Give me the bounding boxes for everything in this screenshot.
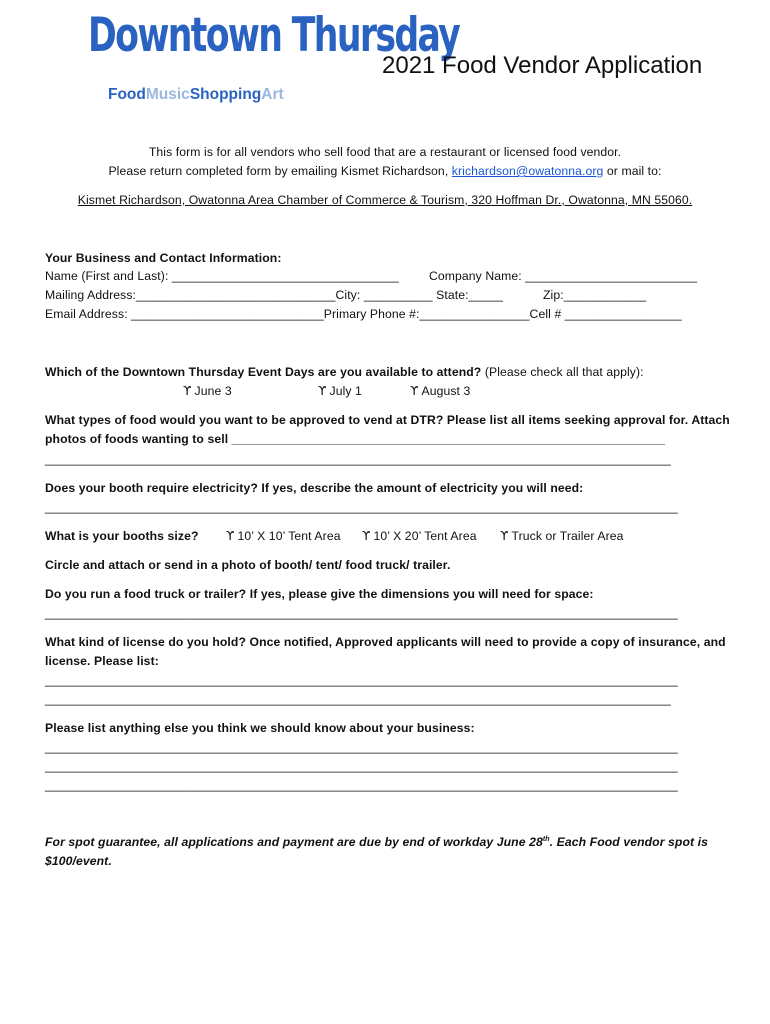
license-blank-1[interactable]: ____________________________________________________________________________________________ bbox=[45, 673, 678, 687]
option-label: July 1 bbox=[329, 384, 362, 398]
other-blank-1[interactable]: ____________________________________________________________________________________________ bbox=[45, 740, 678, 754]
event-days-question bbox=[45, 365, 644, 379]
booth-size-question: What is your booths size? bbox=[45, 529, 199, 543]
mailing-address-field[interactable]: Mailing Address:_____________________________City: __________ State:_____ bbox=[45, 288, 503, 302]
checkbox-icon: ϒ bbox=[362, 529, 371, 543]
checkbox-icon: ϒ bbox=[183, 384, 192, 398]
intro-line-1: This form is for all vendors who sell food that are a restaurant or licensed food vendor. bbox=[148, 145, 622, 159]
option-label: August 3 bbox=[421, 384, 471, 398]
option-label: 10’ X 10’ Tent Area bbox=[237, 529, 341, 543]
checkbox-icon: ϒ bbox=[318, 384, 327, 398]
checkbox-icon: ϒ bbox=[226, 529, 235, 543]
license-question: What kind of license do you hold? Once notified, Approved applicants will need to provide a copy of insurance, and bbox=[45, 635, 726, 649]
deadline-sup: th bbox=[542, 835, 550, 843]
license-question-2: license. Please list: bbox=[45, 654, 159, 668]
logo-tagline bbox=[108, 86, 284, 104]
email-phone-field[interactable]: Email Address: ____________________________Primary Phone #:________________Cell # _________________ bbox=[45, 307, 682, 321]
other-question: Please list anything else you think we should know about your business: bbox=[45, 721, 475, 735]
truck-question: Do you run a food truck or trailer? If yes, please give the dimensions you will need for space: bbox=[45, 587, 594, 601]
checkbox-july-1[interactable] bbox=[318, 384, 362, 398]
intro-prefix: Please return completed form by emailing Kismet Richardson, bbox=[108, 164, 452, 178]
electricity-question: Does your booth require electricity? If yes, describe the amount of electricity you will need: bbox=[45, 481, 584, 495]
intro-line-2 bbox=[0, 164, 770, 178]
food-types-blank[interactable]: ___________________________________________________________________________________________ bbox=[45, 452, 671, 466]
logo-wordmark: Downtown Thursday bbox=[88, 8, 460, 63]
deadline-note bbox=[45, 835, 708, 849]
checkbox-icon: ϒ bbox=[500, 529, 509, 543]
checkbox-truck-trailer[interactable] bbox=[500, 529, 624, 543]
event-days-note: (Please check all that apply): bbox=[481, 365, 644, 379]
contact-heading: Your Business and Contact Information: bbox=[45, 251, 282, 265]
checkbox-10x20[interactable] bbox=[362, 529, 477, 543]
checkbox-icon: ϒ bbox=[410, 384, 419, 398]
electricity-blank[interactable]: ____________________________________________________________________________________________ bbox=[45, 500, 678, 514]
license-blank-2[interactable]: ___________________________________________________________________________________________ bbox=[45, 692, 671, 706]
tag-shopping: Shopping bbox=[189, 86, 262, 103]
page-title: 2021 Food Vendor Application bbox=[382, 52, 703, 79]
option-label: June 3 bbox=[194, 384, 232, 398]
fee-note: $100/event. bbox=[45, 854, 112, 868]
tag-food: Food bbox=[108, 86, 146, 103]
mailing-address: Kismet Richardson, Owatonna Area Chamber of Commerce & Tourism, 320 Hoffman Dr., Owatonna, MN 55060. bbox=[77, 193, 693, 207]
deadline-text: For spot guarantee, all applications and payment are due by end of workday June 28 bbox=[45, 835, 543, 849]
event-days-label: Which of the Downtown Thursday Event Days are you available to attend? bbox=[45, 365, 482, 379]
option-label: Truck or Trailer Area bbox=[511, 529, 624, 543]
company-field[interactable]: Company Name: _________________________ bbox=[429, 269, 698, 283]
food-types-question: What types of food would you want to be approved to vend at DTR? Please list all items seeking approval for. Attach bbox=[45, 413, 730, 427]
tag-music: Music bbox=[145, 86, 190, 103]
checkbox-august-3[interactable] bbox=[410, 384, 470, 398]
food-types-line-2[interactable]: photos of foods wanting to sell _______________________________________________________________ bbox=[45, 432, 665, 446]
option-label: 10’ X 20’ Tent Area bbox=[373, 529, 477, 543]
intro-suffix: or mail to: bbox=[603, 164, 662, 178]
other-blank-2[interactable]: ____________________________________________________________________________________________ bbox=[45, 759, 678, 773]
deadline-text-2: . Each Food vendor spot is bbox=[549, 835, 709, 849]
name-field[interactable]: Name (First and Last): _________________________________ bbox=[45, 269, 399, 283]
checkbox-june-3[interactable] bbox=[183, 384, 232, 398]
photo-note: Circle and attach or send in a photo of booth/ tent/ food truck/ trailer. bbox=[45, 558, 451, 572]
other-blank-3[interactable]: ____________________________________________________________________________________________ bbox=[45, 778, 678, 792]
truck-blank[interactable]: ____________________________________________________________________________________________ bbox=[45, 606, 678, 620]
tag-art: Art bbox=[261, 86, 284, 103]
email-link[interactable]: krichardson@owatonna.org bbox=[451, 164, 604, 178]
zip-field[interactable]: Zip:____________ bbox=[543, 288, 647, 302]
checkbox-10x10[interactable] bbox=[226, 529, 341, 543]
